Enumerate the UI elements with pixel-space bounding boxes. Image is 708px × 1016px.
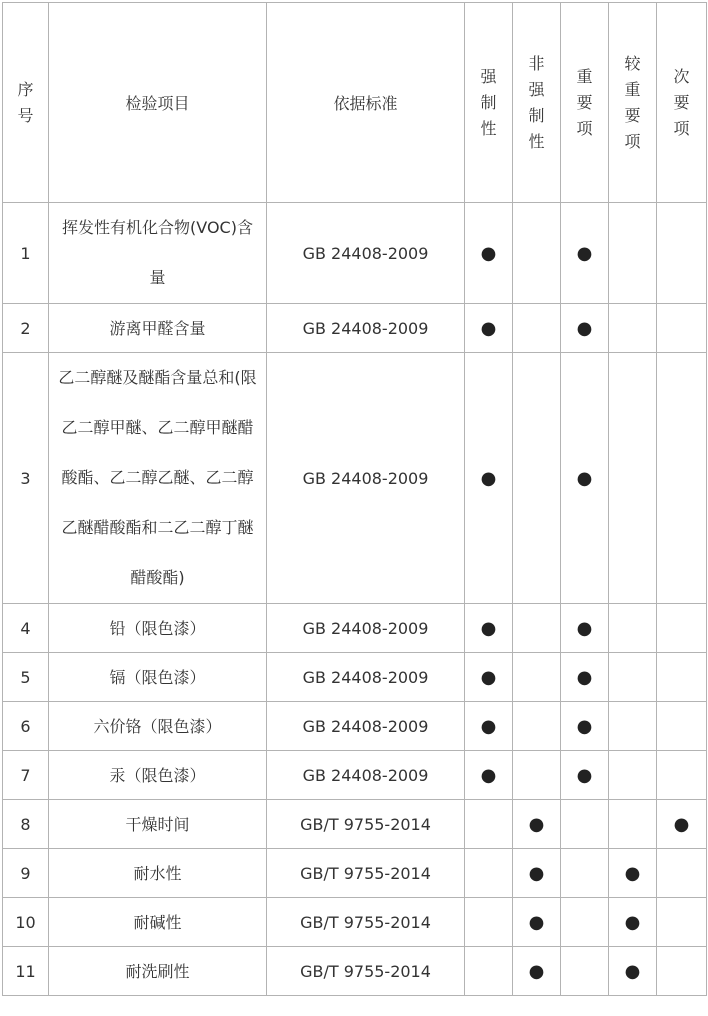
cell-item <box>49 702 267 751</box>
cell-mandatory <box>465 898 513 947</box>
check-dot: ● <box>480 715 497 737</box>
cell-less-important <box>609 203 657 304</box>
cell-item <box>49 653 267 702</box>
header-seq: 序号 <box>3 3 49 203</box>
cell-less-important <box>609 849 657 898</box>
header-item: 检验项目 <box>49 3 267 203</box>
cell-seq <box>3 203 49 304</box>
check-dot: ● <box>480 317 497 339</box>
cell-seq <box>3 353 49 604</box>
check-dot: ● <box>528 813 545 835</box>
standard-text: GB 24408-2009 <box>302 667 429 687</box>
cell-important <box>561 751 609 800</box>
item-text: 镉（限色漆） <box>109 667 206 687</box>
cell-item <box>49 947 267 996</box>
cell-less-important <box>609 304 657 353</box>
cell-seq <box>3 304 49 353</box>
check-dot: ● <box>673 813 690 835</box>
cell-less-important <box>609 751 657 800</box>
cell-mandatory <box>465 653 513 702</box>
cell-important <box>561 653 609 702</box>
cell-mandatory <box>465 800 513 849</box>
cell-seq <box>3 702 49 751</box>
cell-standard <box>267 702 465 751</box>
cell-important <box>561 702 609 751</box>
seq-text: 7 <box>20 765 31 785</box>
cell-minor <box>657 800 707 849</box>
check-dot: ● <box>480 666 497 688</box>
check-dot: ● <box>480 617 497 639</box>
cell-important <box>561 304 609 353</box>
cell-important <box>561 849 609 898</box>
cell-item <box>49 353 267 604</box>
cell-item <box>49 849 267 898</box>
cell-item <box>49 203 267 304</box>
cell-standard <box>267 898 465 947</box>
item-text: 六价铬（限色漆） <box>93 716 222 736</box>
header-non-mandatory: 非强制性 <box>513 3 561 203</box>
cell-minor <box>657 604 707 653</box>
cell-minor <box>657 203 707 304</box>
cell-minor <box>657 849 707 898</box>
cell-important <box>561 800 609 849</box>
cell-seq <box>3 604 49 653</box>
seq-text: 3 <box>20 468 31 488</box>
cell-non-mandatory <box>513 751 561 800</box>
seq-text: 1 <box>20 243 31 263</box>
cell-non-mandatory <box>513 604 561 653</box>
check-dot: ● <box>576 764 593 786</box>
check-dot: ● <box>576 317 593 339</box>
cell-minor <box>657 898 707 947</box>
cell-important <box>561 947 609 996</box>
check-dot: ● <box>576 242 593 264</box>
seq-text: 6 <box>20 716 31 736</box>
header-row <box>3 3 707 203</box>
item-text: 干燥时间 <box>125 814 190 834</box>
seq-text: 9 <box>20 863 31 883</box>
check-dot: ● <box>576 617 593 639</box>
table-row <box>3 653 707 702</box>
check-dot: ● <box>528 862 545 884</box>
cell-minor <box>657 702 707 751</box>
cell-non-mandatory <box>513 947 561 996</box>
cell-seq <box>3 751 49 800</box>
check-dot: ● <box>528 911 545 933</box>
seq-text: 8 <box>20 814 31 834</box>
cell-non-mandatory <box>513 653 561 702</box>
cell-mandatory <box>465 353 513 604</box>
cell-non-mandatory <box>513 203 561 304</box>
standard-text: GB 24408-2009 <box>302 618 429 638</box>
table-row <box>3 800 707 849</box>
cell-standard <box>267 653 465 702</box>
check-dot: ● <box>576 666 593 688</box>
standard-text: GB 24408-2009 <box>302 243 429 263</box>
cell-less-important <box>609 604 657 653</box>
seq-text: 11 <box>15 961 36 981</box>
cell-less-important <box>609 800 657 849</box>
cell-important <box>561 604 609 653</box>
item-text: 乙二醇醚及醚酯含量总和(限乙二醇甲醚、乙二醇甲醚醋酸酯、乙二醇乙醚、乙二醇乙醚醋酸酯和二乙二醇丁醚醋酸酯) <box>58 368 257 587</box>
check-dot: ● <box>624 911 641 933</box>
cell-non-mandatory <box>513 849 561 898</box>
check-dot: ● <box>624 862 641 884</box>
cell-mandatory <box>465 702 513 751</box>
cell-mandatory <box>465 849 513 898</box>
table-row <box>3 604 707 653</box>
cell-standard <box>267 800 465 849</box>
item-text: 耐洗刷性 <box>125 961 190 981</box>
item-text: 汞（限色漆） <box>109 765 206 785</box>
table-row <box>3 304 707 353</box>
standard-text: GB/T 9755-2014 <box>300 814 431 834</box>
check-dot: ● <box>480 764 497 786</box>
check-dot: ● <box>576 715 593 737</box>
cell-less-important <box>609 947 657 996</box>
cell-mandatory <box>465 203 513 304</box>
standard-text: GB/T 9755-2014 <box>300 863 431 883</box>
header-less-important: 较重要项 <box>609 3 657 203</box>
cell-standard <box>267 947 465 996</box>
cell-less-important <box>609 353 657 604</box>
cell-standard <box>267 604 465 653</box>
header-minor: 次要项 <box>657 3 707 203</box>
cell-non-mandatory <box>513 898 561 947</box>
cell-minor <box>657 304 707 353</box>
cell-seq <box>3 947 49 996</box>
standard-text: GB 24408-2009 <box>302 716 429 736</box>
check-dot: ● <box>480 242 497 264</box>
cell-seq <box>3 898 49 947</box>
table-row <box>3 947 707 996</box>
header-important: 重要项 <box>561 3 609 203</box>
cell-mandatory <box>465 751 513 800</box>
table-row <box>3 898 707 947</box>
cell-standard <box>267 849 465 898</box>
cell-non-mandatory <box>513 304 561 353</box>
item-text: 耐水性 <box>133 863 182 883</box>
cell-minor <box>657 947 707 996</box>
cell-item <box>49 898 267 947</box>
cell-standard <box>267 751 465 800</box>
cell-non-mandatory <box>513 702 561 751</box>
cell-item <box>49 800 267 849</box>
header-standard: 依据标准 <box>267 3 465 203</box>
cell-mandatory <box>465 304 513 353</box>
seq-text: 2 <box>20 318 31 338</box>
cell-mandatory <box>465 947 513 996</box>
cell-less-important <box>609 702 657 751</box>
cell-standard <box>267 304 465 353</box>
check-dot: ● <box>528 960 545 982</box>
standard-text: GB 24408-2009 <box>302 765 429 785</box>
item-text: 铅（限色漆） <box>109 618 206 638</box>
cell-minor <box>657 751 707 800</box>
cell-non-mandatory <box>513 353 561 604</box>
cell-important <box>561 203 609 304</box>
check-dot: ● <box>624 960 641 982</box>
cell-less-important <box>609 653 657 702</box>
header-mandatory: 强制性 <box>465 3 513 203</box>
cell-seq <box>3 849 49 898</box>
item-text: 游离甲醛含量 <box>109 318 206 338</box>
check-dot: ● <box>576 467 593 489</box>
cell-non-mandatory <box>513 800 561 849</box>
standard-text: GB 24408-2009 <box>302 468 429 488</box>
cell-item <box>49 304 267 353</box>
cell-minor <box>657 353 707 604</box>
cell-standard <box>267 353 465 604</box>
item-text: 挥发性有机化合物(VOC)含量 <box>62 218 253 287</box>
table-row <box>3 702 707 751</box>
table-row <box>3 751 707 800</box>
check-dot: ● <box>480 467 497 489</box>
inspection-table <box>2 2 707 996</box>
cell-standard <box>267 203 465 304</box>
seq-text: 5 <box>20 667 31 687</box>
item-text: 耐碱性 <box>133 912 182 932</box>
seq-text: 10 <box>15 912 36 932</box>
cell-mandatory <box>465 604 513 653</box>
cell-minor <box>657 653 707 702</box>
standard-text: GB 24408-2009 <box>302 318 429 338</box>
cell-less-important <box>609 898 657 947</box>
table-row <box>3 849 707 898</box>
cell-important <box>561 353 609 604</box>
cell-item <box>49 604 267 653</box>
table-row <box>3 203 707 304</box>
standard-text: GB/T 9755-2014 <box>300 961 431 981</box>
table-row <box>3 353 707 604</box>
cell-seq <box>3 653 49 702</box>
cell-seq <box>3 800 49 849</box>
standard-text: GB/T 9755-2014 <box>300 912 431 932</box>
cell-important <box>561 898 609 947</box>
seq-text: 4 <box>20 618 31 638</box>
cell-item <box>49 751 267 800</box>
